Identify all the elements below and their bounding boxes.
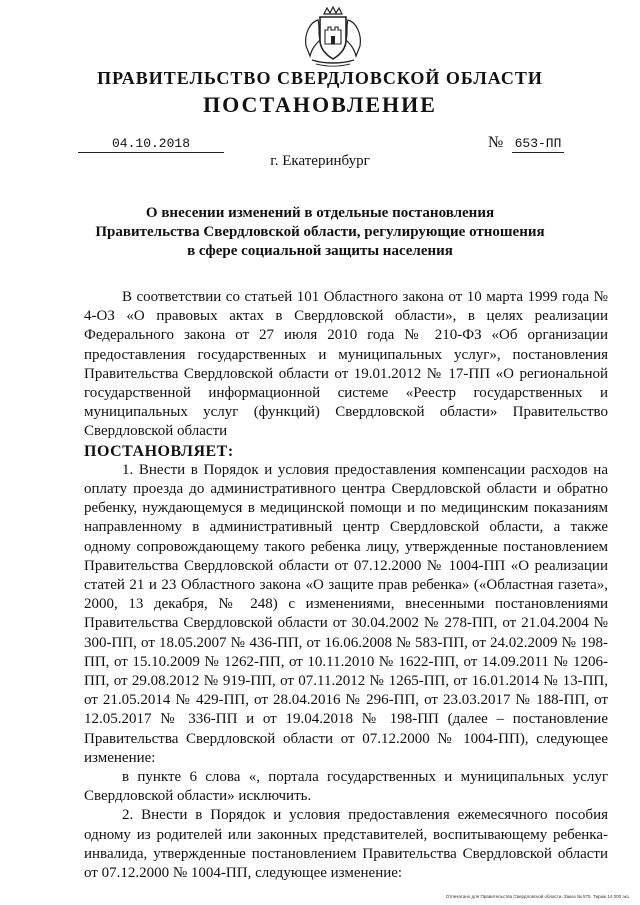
document-type-title: ПОСТАНОВЛЕНИЕ	[203, 92, 437, 117]
issue-city: г. Екатеринбург	[270, 153, 370, 169]
item-1-paragraph: 1. Внести в Порядок и условия предоставления компенсации расходов на оплату проезда до административного центра Свердловской области и обратно ребенку, нуждающемуся в медицинской помощи и по медицинским показаниям направленному в административный центр Свердловской области, а также одному сопровождающему такого ребенка лицу, утвержденные постановлением Правительства Свердловской области от 07.12.2000 № 1004-ПП «О реализации статей 21 и 23 Областного закона «О защите прав ребенка» («Областная газета», 2000, 13 декабря, № 248) с изменениями, внесенными постановлениями Правительства Свердловской области от 30.04.2002 № 278-ПП, от 21.04.2004 № 300-ПП, от 18.05.2007 № 436-ПП, от 16.06.2008 № 583-ПП, от 24.02.2009 № 198-ПП, от 15.10.2009 № 1262-ПП, от 10.11.2010 № 1622-ПП, от 14.09.2011 № 1206-ПП, от 29.08.2012 № 919-ПП, от 07.11.2012 № 1265-ПП, от 16.01.2014 № 13-ПП, от 21.05.2014 № 429-ПП, от 28.04.2016 № 296-ПП, от 23.03.2017 № 188-ПП, от 12.05.2017 № 336-ПП и от 19.04.2018 № 198-ПП (далее – постановление Правительства Свердловской области от 07.12.2000 № 1004-ПП), следующее изменение:	[84, 461, 608, 766]
item-1-change-paragraph: в пункте 6 слова «, портала государственных и муниципальных услуг Свердловской области» исключить.	[84, 769, 608, 805]
coat-of-arms-icon	[300, 6, 366, 68]
preamble-paragraph: В соответствии со статьей 101 Областного закона от 10 марта 1999 года № 4-ОЗ «О правовых актах в Свердловской области», в целях реализации Федерального закона от 27 июля 2010 года № 210-ФЗ «Об организации предоставления государственных и муниципальных услуг», постановления Правительства Свердловской области от 19.01.2012 № 17-ПП «О региональной государственной информационной системе «Реестр государственных и муниципальных услуг (функций) Свердловской области» Правительство Свердловской области	[84, 289, 608, 440]
government-name: ПРАВИТЕЛЬСТВО СВЕРДЛОВСКОЙ ОБЛАСТИ	[97, 68, 543, 88]
document-body	[84, 288, 608, 883]
subject-line: Правительства Свердловской области, регулирующие отношения	[95, 224, 545, 240]
item-2-paragraph: 2. Внести в Порядок и условия предоставления ежемесячного пособия одному из родителей или законных представителей, воспитывающему ребенка-инвалида, утвержденные постановлением Правительства Свердловской области от 07.12.2000 № 1004-ПП, следующее изменение:	[84, 807, 608, 882]
document-date: 04.10.2018	[78, 136, 224, 153]
document-subject	[60, 204, 580, 261]
subject-line: в сфере социальной защиты населения	[187, 243, 453, 259]
resolves-heading: ПОСТАНОВЛЯЕТ:	[84, 442, 234, 460]
print-footer-note: Отпечатано для Правительства Свердловской области. Заказ № 575. Тираж 14 000 экз.	[445, 894, 630, 899]
document-number: 653-ПП	[512, 136, 564, 153]
number-sign: №	[488, 134, 504, 151]
subject-line: О внесении изменений в отдельные постановления	[145, 205, 495, 221]
